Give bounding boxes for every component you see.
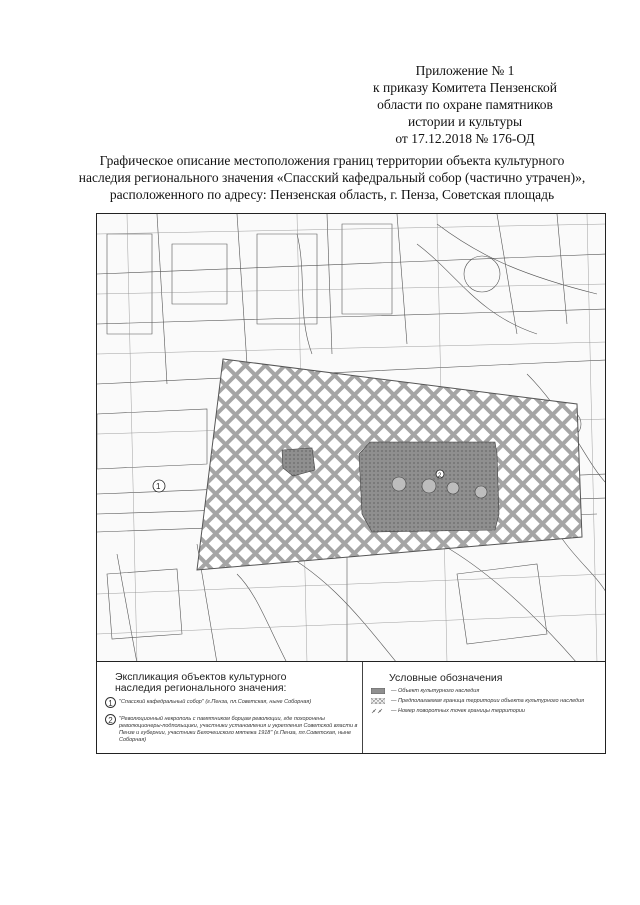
document-title — [62, 152, 602, 203]
title-line: наследия регионального значения «Спасский кафедральный собор (частично утрачен)», — [78, 170, 586, 185]
symbols-title: Условные обозначения — [389, 672, 503, 684]
site-plan-map — [96, 213, 606, 662]
item-2-text: "Революционный некрополь с памятником борцам революции, где похоронены революционеры-подпольщики, участники установления и укрепления Советской власти в Пензе и губернии, участники Белочешского мятежа 1918" (г.Пенза, пл.Советская, ныне Соборная) — [119, 716, 358, 743]
object-fill-swatch — [371, 688, 385, 694]
appendix-line: истории и культуры — [407, 114, 523, 129]
symbol-object-label: — Объект культурного наследия — [391, 688, 480, 694]
title-line: расположенного по адресу: Пензенская область, г. Пенза, Советская площадь — [109, 187, 555, 202]
legend-panel — [96, 662, 606, 754]
map-drawing — [97, 214, 606, 662]
item-1-text: "Спасский кафедральный собор" (г.Пенза, пл.Советская, ныне Соборная) — [119, 699, 312, 705]
appendix-line: области по охране памятников — [377, 97, 553, 112]
explication-title-line: Экспликация объектов культурного — [115, 671, 287, 683]
territory-hatch-swatch — [371, 698, 385, 704]
symbol-points-label: — Номер поворотных точек границы территории — [391, 708, 525, 714]
symbol-territory-label: — Предполагаемая граница территории объекта культурного наследия — [391, 698, 585, 704]
marker-2-label: 2 — [438, 473, 442, 479]
appendix-line: от 17.12.2018 № 176-ОД — [395, 131, 535, 146]
appendix-block — [350, 62, 580, 147]
appendix-line: Приложение № 1 — [415, 63, 515, 78]
marker-1-label: 1 — [156, 482, 161, 491]
explication-title — [115, 672, 362, 694]
boundary-points-swatch — [371, 708, 385, 714]
explication-title-line: наследия регионального значения: — [115, 682, 287, 694]
item-1-number: 1 — [105, 697, 116, 708]
symbols-panel — [362, 662, 605, 753]
explication-panel — [97, 662, 362, 753]
item-2-number: 2 — [105, 714, 116, 725]
title-line: Графическое описание местоположения границ территории объекта культурного — [99, 153, 565, 168]
appendix-line: к приказу Комитета Пензенской — [373, 80, 557, 95]
